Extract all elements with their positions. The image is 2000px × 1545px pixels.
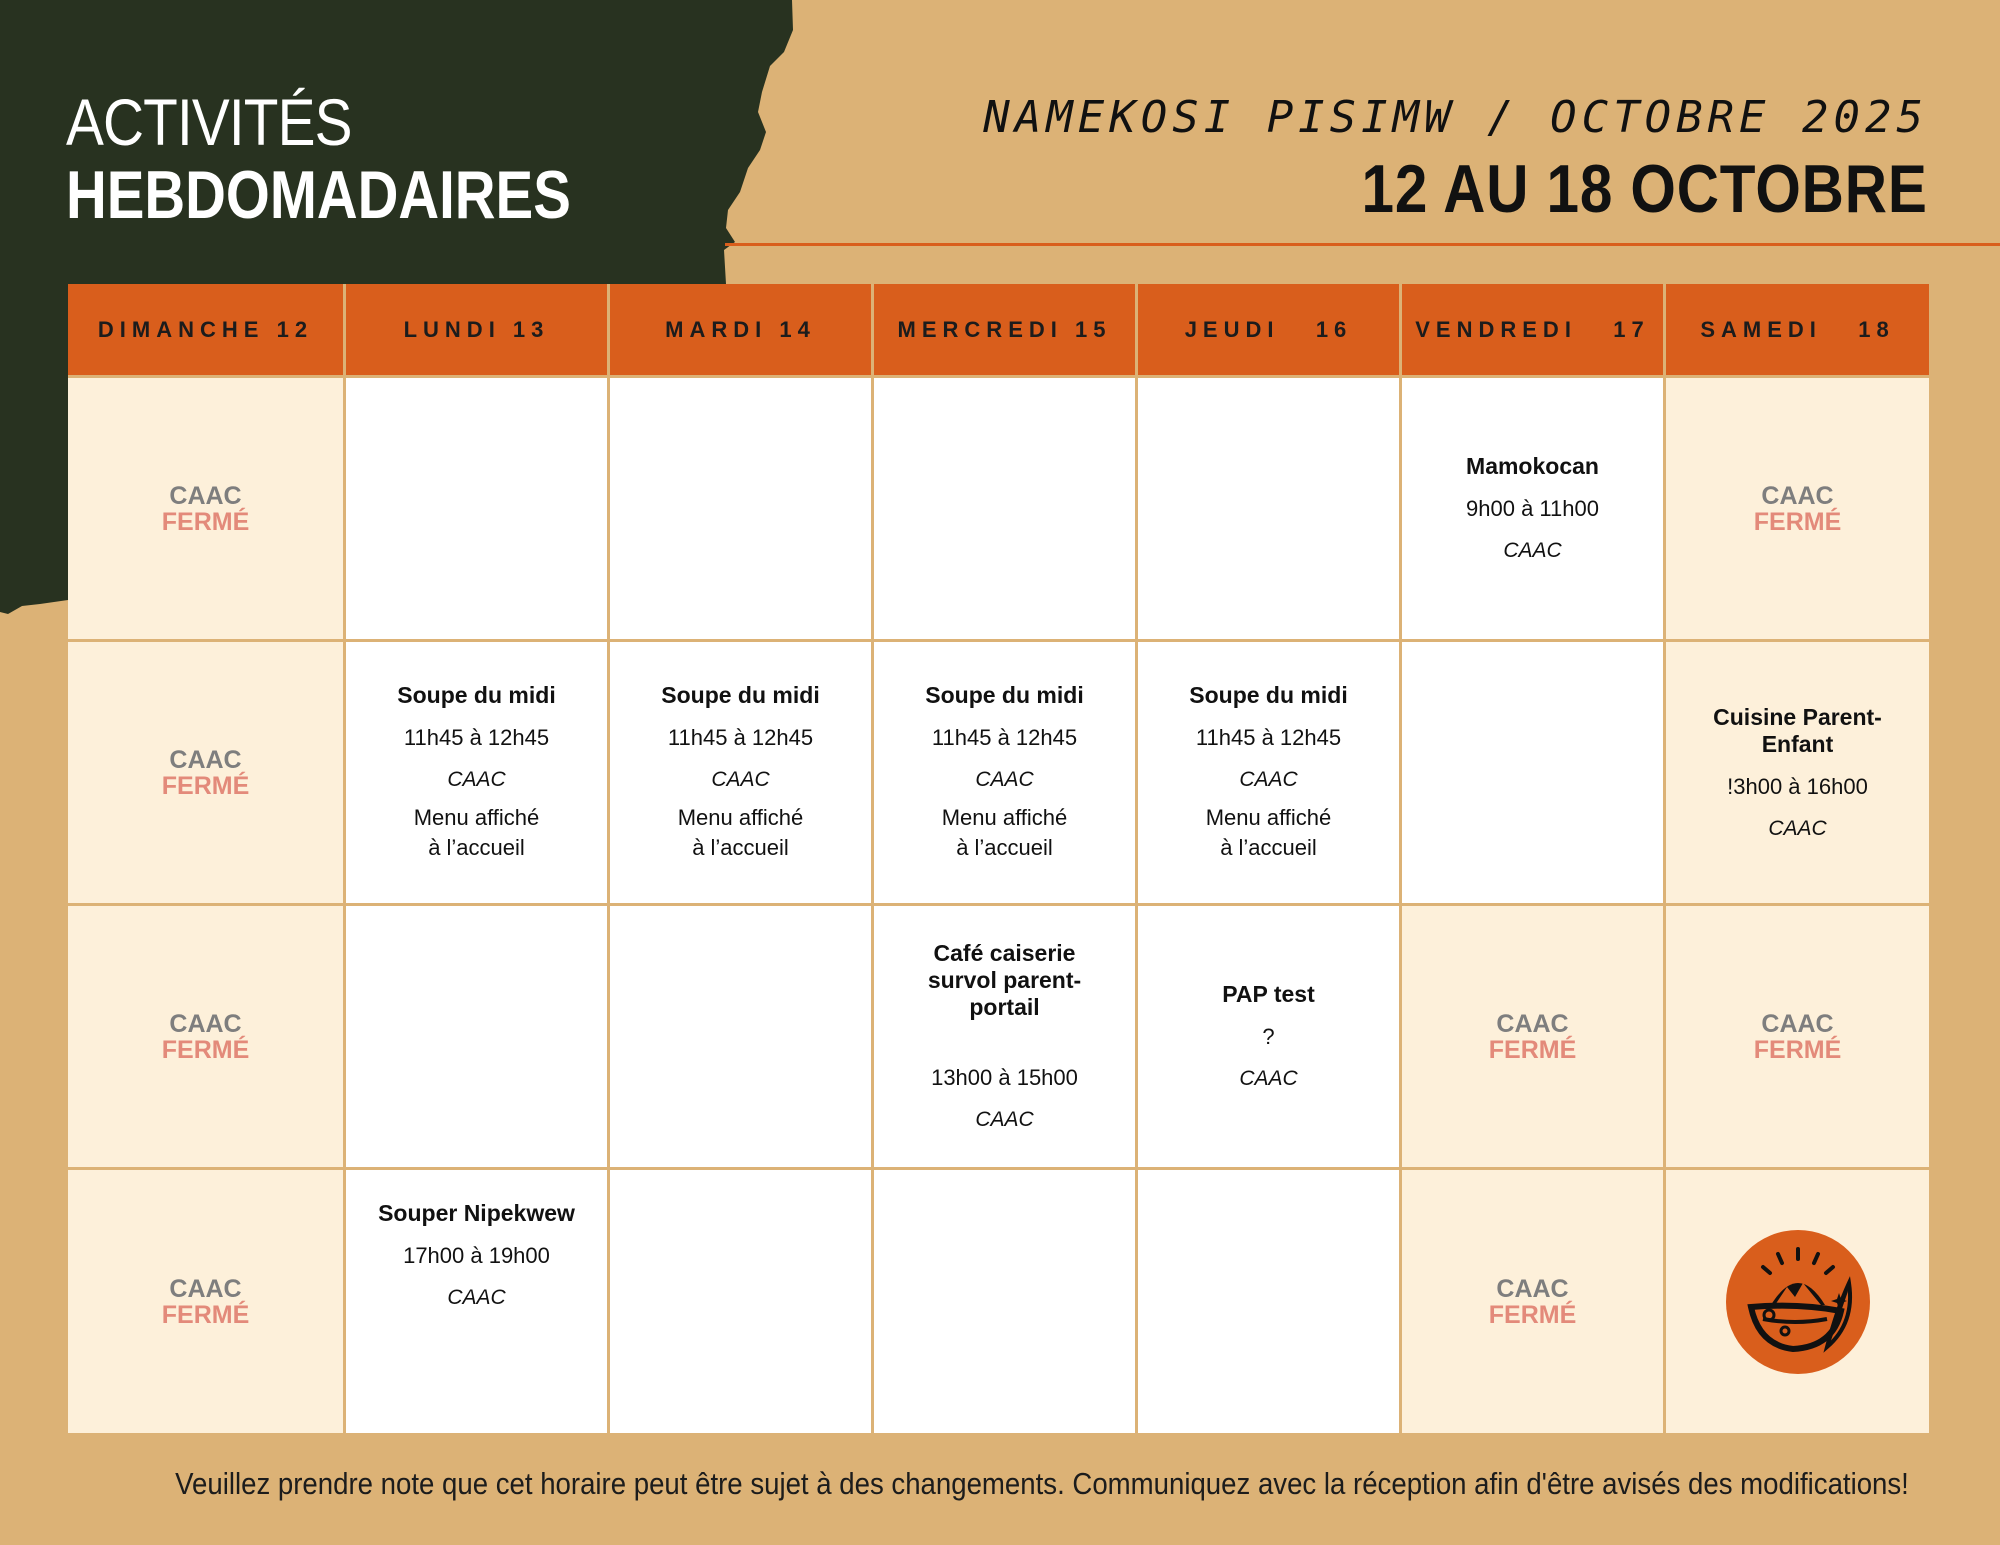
week-range: 12 AU 18 OCTOBRE <box>1361 151 1928 227</box>
calendar-cell-empty <box>610 378 874 642</box>
event-note-line1: Menu affiché <box>413 805 540 830</box>
event-time: 17h00 à 19h00 <box>403 1243 550 1268</box>
title-line-2: HEBDOMADAIRES <box>66 157 571 233</box>
page-title <box>66 86 674 232</box>
event-time: 11h45 à 12h45 <box>403 725 550 750</box>
event-location: CAAC <box>1239 768 1298 791</box>
event-note-line2: à l’accueil <box>1220 835 1317 860</box>
calendar-cell-closed <box>1666 906 1932 1170</box>
calendar-cell-empty <box>1138 1170 1402 1436</box>
footer-text: Veuillez prendre note que cet horaire peut être sujet à des changements. Communiquez avec la réception afin d'être avisés des modifications! <box>175 1466 1909 1501</box>
event-time: 9h00 à 11h00 <box>1466 496 1599 521</box>
event-souper-nipekwew <box>346 1170 610 1436</box>
event-time: ? <box>1262 1024 1275 1049</box>
closed-label-ferme: FERMÉ <box>161 507 250 536</box>
event-soupe-du-midi <box>1138 642 1402 906</box>
event-location: CAAC <box>447 1286 506 1309</box>
calendar-cell-empty <box>610 906 874 1170</box>
calendar-cell-closed <box>68 642 346 906</box>
event-pap-test <box>1138 906 1402 1170</box>
footer-notice <box>68 1466 1932 1502</box>
closed-label-caac: CAAC <box>169 745 242 774</box>
calendar-cell-closed <box>68 906 346 1170</box>
event-soupe-du-midi <box>610 642 874 906</box>
closed-label-caac: CAAC <box>169 1009 242 1038</box>
closed-label-caac: CAAC <box>1761 481 1834 510</box>
calendar-cell-empty <box>874 1170 1138 1436</box>
day-header-sunday: DIMANCHE 12 <box>68 284 346 378</box>
day-header-tuesday: MARDI 14 <box>610 284 874 378</box>
event-location: CAAC <box>1503 539 1562 562</box>
closed-label-ferme: FERMÉ <box>1488 1035 1577 1064</box>
event-note <box>414 803 540 863</box>
event-location: CAAC <box>447 768 506 791</box>
weekly-calendar <box>68 284 1932 1436</box>
sunrise-feather-bowl-icon <box>1723 1227 1873 1377</box>
event-soupe-du-midi <box>346 642 610 906</box>
calendar-cell-empty <box>1138 378 1402 642</box>
event-time: 11h45 à 12h45 <box>667 725 814 750</box>
calendar-cell-closed <box>1402 1170 1666 1436</box>
event-note-line2: à l’accueil <box>428 835 525 860</box>
event-note-line1: Menu affiché <box>677 805 804 830</box>
closed-label-ferme: FERMÉ <box>161 1300 250 1329</box>
event-cafe-caiserie <box>874 906 1138 1170</box>
event-title: PAP test <box>1222 981 1315 1007</box>
calendar-cell-closed <box>68 1170 346 1436</box>
month-subtitle: NAMEKOSI PISIMW / OCTOBRE 2025 <box>983 92 1928 143</box>
event-time: 11h45 à 12h45 <box>931 725 1078 750</box>
day-header-friday: VENDREDI 17 <box>1402 284 1666 378</box>
closed-label-ferme: FERMÉ <box>1753 1035 1842 1064</box>
event-title: Soupe du midi <box>397 682 556 708</box>
title-line-1: ACTIVITÉS <box>66 85 352 159</box>
logo-cell <box>1666 1170 1932 1436</box>
closed-label-caac: CAAC <box>1761 1009 1834 1038</box>
closed-label-caac: CAAC <box>1496 1009 1569 1038</box>
calendar-cell-closed <box>1666 378 1932 642</box>
calendar-cell-empty <box>610 1170 874 1436</box>
closed-label-ferme: FERMÉ <box>161 771 250 800</box>
event-title: Soupe du midi <box>925 682 1084 708</box>
event-mamokocan <box>1402 378 1666 642</box>
calendar-cell-empty <box>346 906 610 1170</box>
event-location: CAAC <box>975 1108 1034 1131</box>
closed-label-ferme: FERMÉ <box>161 1035 250 1064</box>
event-note-line2: à l’accueil <box>956 835 1053 860</box>
event-note-line1: Menu affiché <box>941 805 1068 830</box>
closed-label-caac: CAAC <box>169 481 242 510</box>
event-location: CAAC <box>1239 1067 1298 1090</box>
event-title: Souper Nipekwew <box>378 1200 575 1226</box>
event-title: Mamokocan <box>1466 453 1599 479</box>
event-title: Soupe du midi <box>661 682 820 708</box>
header-right <box>983 92 1928 229</box>
event-note <box>678 803 804 863</box>
calendar-cell-empty <box>1402 642 1666 906</box>
closed-label-ferme: FERMÉ <box>1753 507 1842 536</box>
calendar-cell-closed <box>68 378 346 642</box>
event-title: Café caiserie survol parent-portail <box>927 940 1082 1020</box>
day-header-thursday: JEUDI 16 <box>1138 284 1402 378</box>
closed-label-ferme: FERMÉ <box>1488 1300 1577 1329</box>
calendar-cell-empty <box>874 378 1138 642</box>
event-cuisine-parent-enfant <box>1666 642 1932 906</box>
event-note <box>942 803 1068 863</box>
event-time: 11h45 à 12h45 <box>1195 725 1342 750</box>
event-location: CAAC <box>975 768 1034 791</box>
event-time: !3h00 à 16h00 <box>1727 773 1868 799</box>
day-header-saturday: SAMEDI 18 <box>1666 284 1932 378</box>
event-note <box>1206 803 1332 863</box>
calendar-cell-closed <box>1402 906 1666 1170</box>
day-header-monday: LUNDI 13 <box>346 284 610 378</box>
event-note-line2: à l’accueil <box>692 835 789 860</box>
header-divider <box>725 243 2000 246</box>
event-time: 13h00 à 15h00 <box>931 1065 1078 1090</box>
event-location: CAAC <box>711 768 770 791</box>
event-note-line1: Menu affiché <box>1205 805 1332 830</box>
event-soupe-du-midi <box>874 642 1138 906</box>
calendar-cell-empty <box>346 378 610 642</box>
closed-label-caac: CAAC <box>1496 1274 1569 1303</box>
event-title: Soupe du midi <box>1189 682 1348 708</box>
closed-label-caac: CAAC <box>169 1274 242 1303</box>
event-title: Cuisine Parent-Enfant <box>1713 703 1882 757</box>
event-location: CAAC <box>1768 816 1827 840</box>
day-header-wednesday: MERCREDI 15 <box>874 284 1138 378</box>
